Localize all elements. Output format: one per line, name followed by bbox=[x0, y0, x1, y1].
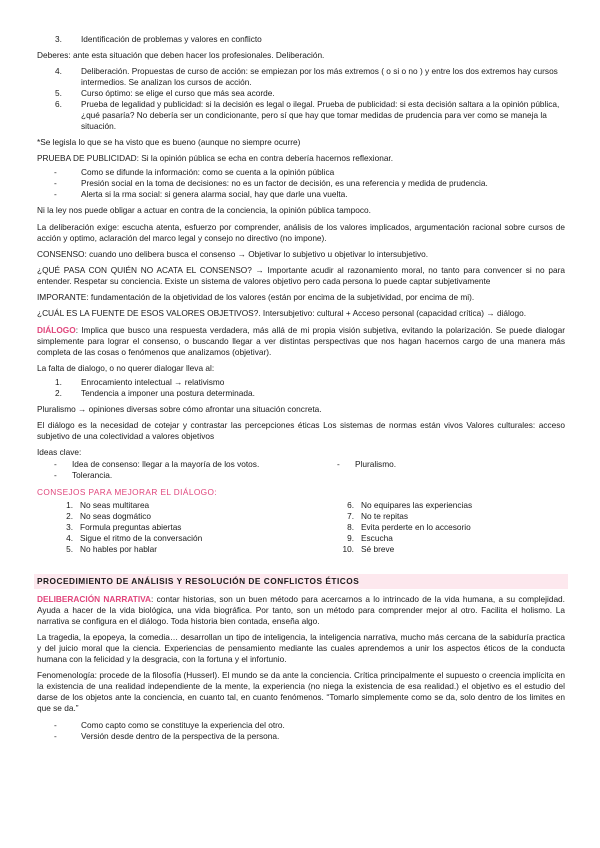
list-text: No te repitas bbox=[361, 511, 409, 522]
consejo-item bbox=[53, 500, 202, 511]
list-item bbox=[37, 377, 565, 388]
list-text: Curso óptimo: se elige el curso que más sea acorde. bbox=[81, 88, 275, 99]
deberes-paragraph bbox=[37, 50, 565, 61]
list-number: 5. bbox=[55, 88, 62, 99]
list-text: Evita perderte en lo accesorio bbox=[361, 522, 471, 533]
dash-icon: - bbox=[54, 470, 57, 481]
consejo-item bbox=[334, 500, 472, 511]
que-pasa-paragraph: ¿QUÉ PASA CON QUIÉN NO ACATA EL CONSENSO? → Importante acudir al razonamiento moral, no tanto para convencer si no para entender. Respetar su conciencia. Existe un sistema de valores objetivo pero cada persona lo puede captar subjetivamente bbox=[37, 264, 565, 286]
bullet-item bbox=[37, 178, 565, 189]
dash-icon: - bbox=[54, 189, 57, 200]
prueba-publicidad-label: PRUEBA DE PUBLICIDAD bbox=[37, 153, 137, 164]
dash-icon: - bbox=[54, 178, 57, 189]
ni-ley-paragraph: Ni la ley nos puede obligar a actuar en contra de la conciencia, la opinión pública tampoco. bbox=[37, 205, 371, 216]
pluralismo-paragraph: Pluralismo → opiniones diversas sobre cómo afrontar una situación concreta. bbox=[37, 403, 322, 414]
list-number: 2. bbox=[66, 511, 73, 522]
list-text: Formula preguntas abiertas bbox=[80, 522, 182, 533]
bullet-item bbox=[37, 167, 565, 178]
dialogo-text: : Implica que busco una respuesta verdadera, más allá de mi propia visión subjetiva, evitando la polarización. Se puede dialogar simplemente para lograr el consenso, o buscando llegar a ver distintas perspectivas que nos hagan hacernos cargo de una manera más completa de las cosas o fenómenos que analizamos (objetivar). bbox=[37, 324, 565, 357]
bullet-text: Tolerancia. bbox=[72, 470, 113, 481]
section-heading: PROCEDIMIENTO DE ANÁLISIS Y RESOLUCIÓN DE CONFLICTOS ÉTICOS bbox=[34, 574, 568, 589]
top-numbered-list bbox=[37, 34, 565, 45]
list-number: 1. bbox=[66, 500, 73, 511]
bullet-text: Pluralismo. bbox=[355, 459, 397, 470]
list-item bbox=[37, 388, 565, 399]
bullet-text: Como se difunde la información: como se cuenta a la opinión pública bbox=[81, 167, 335, 178]
bullet-item bbox=[54, 470, 112, 481]
consejo-item bbox=[53, 544, 202, 555]
tragedia-paragraph: La tragedia, la epopeya, la comedia… desarrollan un tipo de inteligencia, la inteligencia narrativa, mucho más cercana de la sabiduría practica y del juicio moral que la ciencia. Experiencias de pensamiento mediante las cuales aprendemos a unir los aspectos éticos de la conducta humana con la felicidad y la desgracia, con la fortuna y el infortunio. bbox=[37, 632, 565, 665]
list-text: Sé breve bbox=[361, 544, 395, 555]
consejos-title: CONSEJOS PARA MEJORAR EL DIÁLOGO: bbox=[37, 487, 218, 498]
list-text: No seas multitarea bbox=[80, 500, 150, 511]
consejo-item bbox=[334, 533, 472, 544]
bullet-text: Idea de consenso: llegar a la mayoría de los votos. bbox=[72, 459, 260, 470]
deliberacion-narrativa-paragraph bbox=[37, 594, 565, 627]
consejos-list bbox=[37, 500, 565, 566]
consejo-item bbox=[53, 511, 202, 522]
list-number: 4. bbox=[55, 66, 62, 77]
bullet-text: Como capto como se constituye la experiencia del otro. bbox=[81, 719, 285, 730]
bullet-text: Presión social en la toma de decisiones: no es un factor de decisión, es una referencia y medida de prudencia. bbox=[81, 178, 488, 189]
list-text: No equipares las experiencias bbox=[361, 500, 473, 511]
consejo-item bbox=[334, 544, 472, 555]
list-text: Deliberación. Propuestas de curso de acción: se empiezan por los más extremos ( o si o no ) y entre los dos extremos hay cursos intermedios. Se analizan los cursos de acción. bbox=[81, 66, 558, 88]
list-number: 1. bbox=[55, 376, 62, 387]
list-item bbox=[37, 66, 565, 88]
dialogo-label: DIÁLOGO bbox=[37, 324, 76, 335]
list-number: 7. bbox=[347, 511, 354, 522]
list-text: Identificación de problemas y valores en conflicto bbox=[81, 34, 262, 44]
list-text: Sigue el ritmo de la conversación bbox=[80, 533, 203, 544]
falta-numbered-list bbox=[37, 377, 565, 399]
bullet-item bbox=[37, 189, 565, 200]
list-number: 9. bbox=[347, 533, 354, 544]
dash-icon: - bbox=[54, 719, 57, 730]
list-number: 8. bbox=[347, 522, 354, 533]
list-item bbox=[37, 88, 565, 99]
consejos-right-column bbox=[334, 500, 472, 555]
deliberacion-narrativa-text: : contar historias, son un buen método para acercarnos a lo intrincado de la vida humana, a su complejidad. Ayuda a hacer de la vida biológica, una vida biográfica. Por tanto, son un método para comprender mejor al otro. Facilita el holismo. La narrativa se configura en el diálogo. Toda historia bien contada, enseña algo. bbox=[37, 594, 565, 627]
fenomenologia-bullet-list bbox=[37, 720, 565, 742]
dash-icon: - bbox=[54, 730, 57, 741]
consejo-item bbox=[334, 511, 472, 522]
list-number: 6. bbox=[347, 500, 354, 511]
note-legisla: *Se legisla lo que se ha visto que es bueno (aunque no siempre ocurre) bbox=[37, 137, 301, 148]
ideas-clave-title: Ideas clave: bbox=[37, 447, 82, 458]
deberes-text: : ante esta situación que deben hacer los profesionales. Deliberación. bbox=[68, 50, 325, 60]
publicidad-bullet-list bbox=[37, 167, 565, 200]
dash-icon: - bbox=[54, 167, 57, 178]
ideas-clave-list bbox=[37, 459, 565, 481]
bullet-text: Alerta si la rma social: si genera alarma social, hay que darle una vuelta. bbox=[81, 189, 348, 200]
deliberacion-narrativa-label: DELIBERACIÓN NARRATIVA bbox=[37, 594, 152, 605]
prueba-publicidad-text: : Si la opinión pública se echa en contra debería hacernos reflexionar. bbox=[136, 153, 394, 164]
consejos-left-column bbox=[53, 500, 202, 555]
list-text: Enrocamiento intelectual → relativismo bbox=[81, 376, 225, 387]
bullet-item bbox=[337, 459, 396, 470]
consenso-paragraph: CONSENSO: cuando uno delibera busca el consenso → Objetivar lo subjetivo u objetivar lo intersubjetivo. bbox=[37, 248, 429, 259]
document-page bbox=[37, 34, 565, 747]
list-text: Escucha bbox=[361, 533, 393, 544]
list-number: 6. bbox=[55, 99, 62, 110]
deliberacion-exige-paragraph: La deliberación exige: escucha atenta, esfuerzo por comprender, análisis de los valores implicados, argumentación racional sobre cursos de acción y optimo, aclaración del marco legal y consejo no directivo (no impone). bbox=[37, 221, 565, 243]
list-text: Prueba de legalidad y publicidad: si la decisión es legal o ilegal. Prueba de publicidad: si esta decisión saltara a la opinión pública, ¿qué pasaría? No debería ser un condicionante, pero sí que hay que tomar medidas de prudencia para ver como se maneja la situación. bbox=[81, 99, 560, 132]
list-text: No hables por hablar bbox=[80, 544, 158, 555]
dash-icon: - bbox=[54, 459, 57, 470]
dialogo-necesidad-paragraph: El diálogo es la necesidad de cotejar y contrastar las percepciones éticas Los sistemas de normas están vivos Valores culturales: acceso subjetivo de una colectividad a valores objetivos bbox=[37, 419, 565, 441]
bullet-text: Versión desde dentro de la perspectiva de la persona. bbox=[81, 730, 280, 741]
bullet-item bbox=[54, 459, 259, 470]
list-item bbox=[37, 99, 565, 132]
prueba-publicidad-paragraph bbox=[37, 153, 565, 164]
list-text: Tendencia a imponer una postura determinada. bbox=[81, 387, 255, 398]
imporante-paragraph: IMPORANTE: fundamentación de la objetividad de los valores (están por encima de la subjetividad, por encima de mi). bbox=[37, 292, 475, 303]
list-number: 5. bbox=[66, 544, 73, 555]
falta-dialogo-paragraph: La falta de dialogo, o no querer dialogar lleva al: bbox=[37, 362, 215, 373]
bullet-item bbox=[37, 720, 565, 731]
consejo-item bbox=[53, 522, 202, 533]
consejo-item bbox=[53, 533, 202, 544]
fenomenologia-paragraph: Fenomenología: procede de la filosofía (Husserl). El mundo se da ante la conciencia. Crítica principalmente el supuesto o creencia implícita en la existencia de una realidad independiente de la mente, la experiencia (no niega la existencia de esa realidad.) el objetivo es el estudio del darse de los objetos ante la conciencia, en cuanto tal, en cuanto fenómenos. “Tomarlo simplemente como se da, solo dentro de los limites en que se da.” bbox=[37, 670, 565, 714]
deberes-label: Deberes bbox=[37, 50, 69, 60]
consejo-item bbox=[334, 522, 472, 533]
list-number: 3. bbox=[66, 522, 73, 533]
list-text: No seas dogmático bbox=[80, 511, 152, 522]
dash-icon: - bbox=[337, 459, 340, 470]
bullet-item bbox=[37, 731, 565, 742]
list-number: 2. bbox=[55, 387, 62, 398]
dialogo-paragraph bbox=[37, 325, 565, 358]
list-item bbox=[37, 34, 565, 45]
list-number: 3. bbox=[55, 34, 62, 44]
list-number: 4. bbox=[66, 533, 73, 544]
cual-fuente-paragraph: ¿CUÁL ES LA FUENTE DE ESOS VALORES OBJETIVOS?. Intersubjetivo: cultural + Acceso personal (capacidad crítica) → diálogo. bbox=[37, 308, 527, 319]
deberes-numbered-list bbox=[37, 66, 565, 132]
list-number: 10. bbox=[342, 544, 354, 555]
